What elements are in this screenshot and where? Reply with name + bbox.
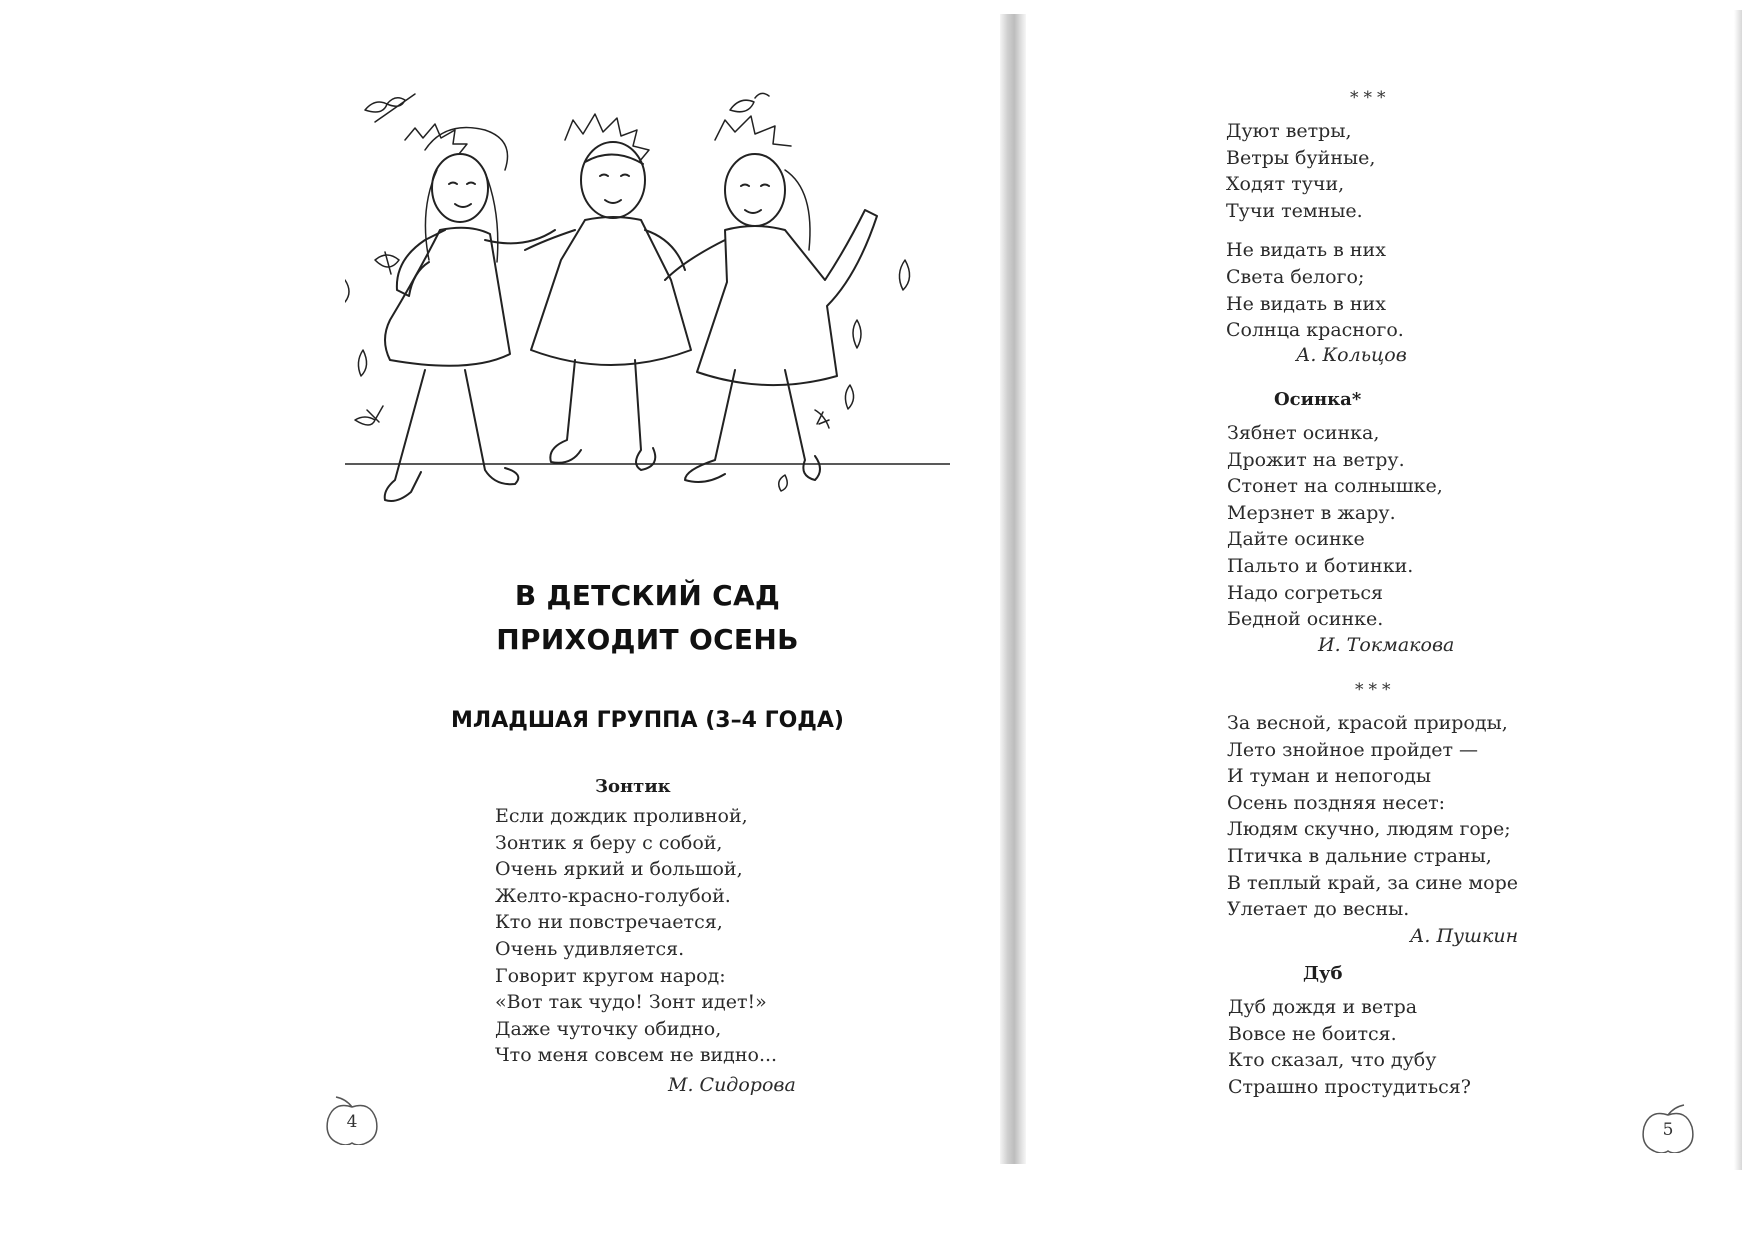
verse-line: Надо согреться <box>1227 581 1383 604</box>
verse-line: Если дождик проливной, <box>495 805 748 827</box>
verse-line: Бедной осинке. <box>1227 608 1384 631</box>
verse-line: Улетает до весны. <box>1227 898 1410 921</box>
illustration-drawing <box>345 80 950 530</box>
verse-line: Страшно простудиться? <box>1228 1075 1471 1098</box>
verse-line: Зябнет осинка, <box>1227 422 1380 444</box>
verse-line: Не видать в них <box>1226 239 1386 262</box>
verse-line: Вовсе не боится. <box>1228 1022 1397 1045</box>
stanza <box>1226 118 1404 224</box>
verse-line: Зонтик я беру с собой, <box>495 831 723 854</box>
verse-line: Солнца красного. <box>1226 319 1404 342</box>
poem-author: А. Кольцов <box>1296 344 1407 366</box>
poem-zontik-lines <box>495 803 777 1069</box>
poem-dub-lines <box>1228 994 1471 1100</box>
verse-line: Кто сказал, что дубу <box>1228 1049 1437 1072</box>
verse-line: Кто ни повстречается, <box>495 911 723 934</box>
verse-line: Очень удивляется. <box>495 937 685 960</box>
verse-line: Птичка в дальние страны, <box>1227 844 1492 867</box>
girl-right <box>665 116 877 482</box>
verse-line: Дуб дождя и ветра <box>1228 996 1418 1018</box>
verse-line: Очень яркий и большой, <box>495 858 743 881</box>
verse-line: И туман и непогоды <box>1227 765 1432 788</box>
verse-line: Желто-красно-голубой. <box>495 884 731 907</box>
page-number-text: 5 <box>1662 1120 1674 1140</box>
poem-author: И. Токмакова <box>1318 634 1455 656</box>
verse-line: Тучи темные. <box>1226 199 1363 222</box>
verse-line: Дуют ветры, <box>1226 120 1352 142</box>
verse-line: Дайте осинке <box>1227 528 1365 551</box>
verse-line: Мерзнет в жару. <box>1227 501 1396 524</box>
verse-line: Дрожит на ветру. <box>1227 448 1405 471</box>
girl-middle <box>525 114 691 470</box>
poem-author: А. Пушкин <box>1410 925 1519 947</box>
poem-pushkin-lines <box>1227 710 1518 923</box>
page-number-right <box>1638 1103 1698 1153</box>
verse-line: Говорит кругом народ: <box>495 964 726 987</box>
poem-koltsov <box>1226 118 1404 344</box>
section-heading <box>400 574 895 662</box>
verse-line: Людям скучно, людям горе; <box>1227 818 1511 841</box>
verse-line: Пальто и ботинки. <box>1227 554 1414 577</box>
separator-stars: *** <box>1355 680 1396 700</box>
page-edge <box>1734 10 1742 1170</box>
verse-line: Ветры буйные, <box>1226 146 1376 169</box>
verse-line: Ходят тучи, <box>1226 173 1345 196</box>
group-subheading: МЛАДШАЯ ГРУППА (3–4 ГОДА) <box>451 708 844 733</box>
verse-line: Не видать в них <box>1226 292 1386 315</box>
verse-line: Лето знойное пройдет — <box>1227 738 1479 761</box>
separator-stars: *** <box>1350 88 1391 108</box>
book-gutter <box>1000 14 1026 1164</box>
poem-author: М. Сидорова <box>668 1074 796 1096</box>
verse-line: Что меня совсем не видно... <box>495 1044 778 1067</box>
girl-left <box>385 124 555 501</box>
stanza <box>1226 237 1404 343</box>
poem-title-osinka: Осинка* <box>1274 389 1362 410</box>
verse-line: Даже чуточку обидно, <box>495 1017 722 1040</box>
verse-line: Света белого; <box>1226 265 1365 288</box>
falling-leaves <box>345 93 910 491</box>
verse-line: Стонет на солнышке, <box>1227 475 1443 498</box>
verse-line: Осень поздняя несет: <box>1227 791 1446 814</box>
girls-autumn-illustration <box>345 80 950 530</box>
page-number-left <box>322 1095 382 1145</box>
page-number-text: 4 <box>346 1112 358 1132</box>
verse-line: «Вот так чудо! Зонт идет!» <box>495 991 767 1014</box>
poem-title-dub: Дуб <box>1303 963 1343 984</box>
poem-osinka-lines <box>1227 420 1443 633</box>
poem-title-zontik: Зонтик <box>595 776 671 797</box>
heading-line: ПРИХОДИТ ОСЕНЬ <box>496 623 799 656</box>
heading-line: В ДЕТСКИЙ САД <box>514 579 781 612</box>
verse-line: В теплый край, за сине море <box>1227 871 1519 894</box>
verse-line: За весной, красой природы, <box>1227 712 1508 734</box>
